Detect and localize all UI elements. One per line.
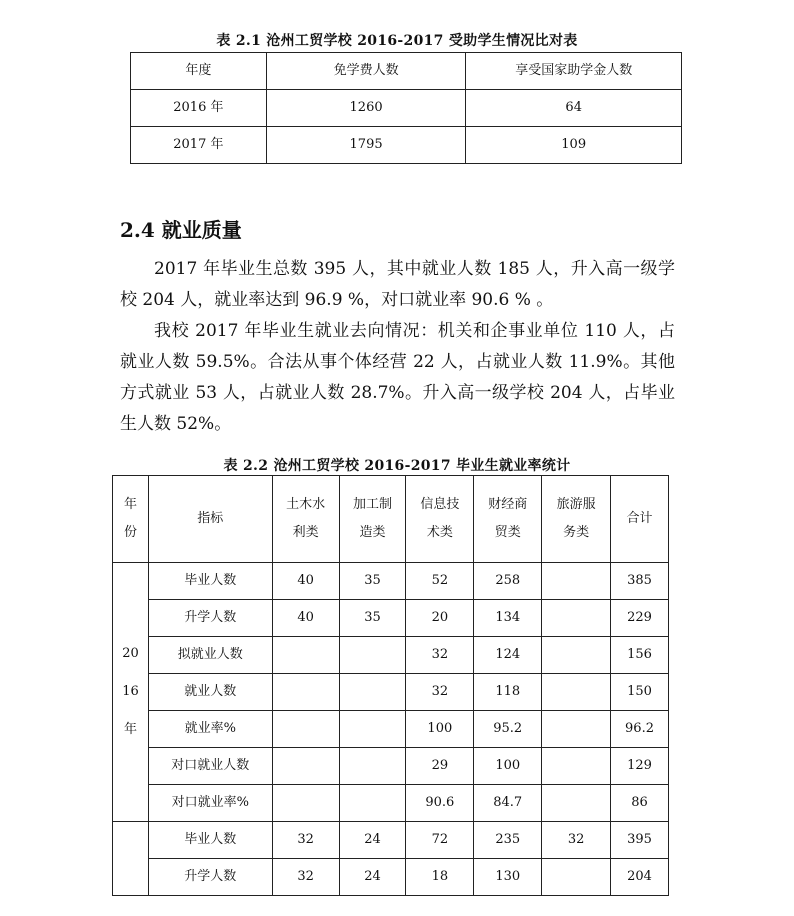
table-cell: 235: [474, 822, 542, 859]
table-cell: 95.2: [474, 711, 542, 748]
table-cell: 1260: [266, 90, 466, 127]
table-cell: [542, 748, 611, 785]
table-cell: 40: [272, 563, 339, 600]
table-cell: 32: [542, 822, 611, 859]
header-line: 术类: [426, 525, 453, 540]
indicator-cell: 毕业人数: [148, 822, 272, 859]
table-row: [113, 822, 669, 859]
table-cell: 32: [406, 674, 474, 711]
table-cell: [542, 563, 611, 600]
table-cell: 229: [611, 600, 669, 637]
table-cell: 109: [466, 127, 682, 164]
table-cell: 32: [272, 859, 339, 896]
table-cell: [542, 711, 611, 748]
header-line: 财经商: [488, 497, 528, 512]
indicator-cell: 就业率%: [148, 711, 272, 748]
category-header-cell: [272, 476, 339, 563]
table-cell: 96.2: [611, 711, 669, 748]
header-cell: 年度: [131, 53, 267, 90]
table-cell: 118: [474, 674, 542, 711]
table-cell: 24: [339, 822, 406, 859]
header-line: 份: [123, 525, 137, 540]
table-cell: [339, 785, 406, 822]
table-row: [131, 127, 682, 164]
table-cell: 64: [466, 90, 682, 127]
total-header-cell: 合计: [611, 476, 669, 563]
table-cell: 24: [339, 859, 406, 896]
category-header-cell: [406, 476, 474, 563]
header-line: 贸类: [494, 525, 521, 540]
table-cell: 35: [339, 563, 406, 600]
table-cell: 204: [611, 859, 669, 896]
table-cell: [339, 711, 406, 748]
year-label-line: 16: [122, 684, 139, 699]
indicator-cell: 毕业人数: [148, 563, 272, 600]
table-row: [113, 748, 669, 785]
category-header-cell: [474, 476, 542, 563]
header-line: 年: [123, 497, 137, 512]
table-cell: 1795: [266, 127, 466, 164]
category-header-cell: [339, 476, 406, 563]
table-cell: 20: [406, 600, 474, 637]
table-row: [131, 90, 682, 127]
table-cell: [272, 637, 339, 674]
table-cell: [272, 748, 339, 785]
employment-rate-table: [112, 475, 669, 896]
table-row: [113, 600, 669, 637]
table-cell: 86: [611, 785, 669, 822]
indicator-cell: 升学人数: [148, 600, 272, 637]
table-row: [113, 711, 669, 748]
header-line: 信息技: [420, 497, 460, 512]
table-cell: 52: [406, 563, 474, 600]
table-cell: [542, 859, 611, 896]
table-cell: 40: [272, 600, 339, 637]
aid-comparison-table: [130, 52, 682, 164]
year-header-cell: [113, 476, 149, 563]
table-cell: 385: [611, 563, 669, 600]
table-cell: 2016 年: [131, 90, 267, 127]
indicator-cell: 就业人数: [148, 674, 272, 711]
table-cell: 100: [474, 748, 542, 785]
table-cell: [339, 674, 406, 711]
table-cell: 124: [474, 637, 542, 674]
table-cell: [542, 674, 611, 711]
indicator-cell: 对口就业人数: [148, 748, 272, 785]
section-heading: 2.4 就业质量: [120, 218, 242, 242]
table-cell: [272, 674, 339, 711]
indicator-cell: 升学人数: [148, 859, 272, 896]
table-cell: 32: [272, 822, 339, 859]
table-row: [113, 637, 669, 674]
year-2017-cell: [113, 822, 149, 896]
table-cell: 90.6: [406, 785, 474, 822]
table-cell: 84.7: [474, 785, 542, 822]
header-line: 造类: [359, 525, 386, 540]
table-cell: 134: [474, 600, 542, 637]
table-cell: [542, 600, 611, 637]
paragraph: 我校 2017 年毕业生就业去向情况：机关和企事业单位 110 人，占就业人数 59.5%。合法从事个体经营 22 人，占就业人数 11.9%。其他方式就业 53 人，占就业人数 28.7%。升入高一级学校 204 人，占毕业生人数 52%。: [120, 321, 675, 434]
indicator-header-cell: 指标: [148, 476, 272, 563]
table-cell: 29: [406, 748, 474, 785]
table-cell: 130: [474, 859, 542, 896]
indicator-cell: 对口就业率%: [148, 785, 272, 822]
table-header-row: [131, 53, 682, 90]
table-cell: 18: [406, 859, 474, 896]
table-cell: 258: [474, 563, 542, 600]
category-header-cell: [542, 476, 611, 563]
table-cell: 156: [611, 637, 669, 674]
table-cell: 2017 年: [131, 127, 267, 164]
indicator-cell: 拟就业人数: [148, 637, 272, 674]
table-header-row: [113, 476, 669, 563]
year-2016-cell: [113, 563, 149, 822]
table-row: [113, 674, 669, 711]
table-cell: 72: [406, 822, 474, 859]
table-cell: [339, 637, 406, 674]
table-cell: [339, 748, 406, 785]
header-cell: 免学费人数: [266, 53, 466, 90]
table-cell: [542, 637, 611, 674]
header-cell: 享受国家助学金人数: [466, 53, 682, 90]
table-row: [113, 785, 669, 822]
table-cell: 150: [611, 674, 669, 711]
table-cell: 32: [406, 637, 474, 674]
table1-caption: 表 2.1 沧州工贸学校 2016-2017 受助学生情况比对表: [216, 33, 578, 49]
table-cell: 100: [406, 711, 474, 748]
paragraph: 2017 年毕业生总数 395 人，其中就业人数 185 人，升入高一级学校 204 人，就业率达到 96.9 %，对口就业率 90.6 % 。: [120, 259, 675, 310]
table-cell: [542, 785, 611, 822]
table-cell: 395: [611, 822, 669, 859]
header-line: 旅游服: [556, 497, 596, 512]
year-label-line: 20: [122, 646, 139, 661]
table-row: [113, 563, 669, 600]
table-cell: [272, 785, 339, 822]
header-line: 利类: [292, 525, 319, 540]
table2-caption: 表 2.2 沧州工贸学校 2016-2017 毕业生就业率统计: [223, 458, 571, 474]
table-cell: 35: [339, 600, 406, 637]
header-line: 土木水: [286, 497, 326, 512]
table-row: [113, 859, 669, 896]
year-label-line: 年: [123, 722, 137, 737]
header-line: 加工制: [352, 497, 392, 512]
table-cell: 129: [611, 748, 669, 785]
header-line: 务类: [563, 525, 590, 540]
table-cell: [272, 711, 339, 748]
